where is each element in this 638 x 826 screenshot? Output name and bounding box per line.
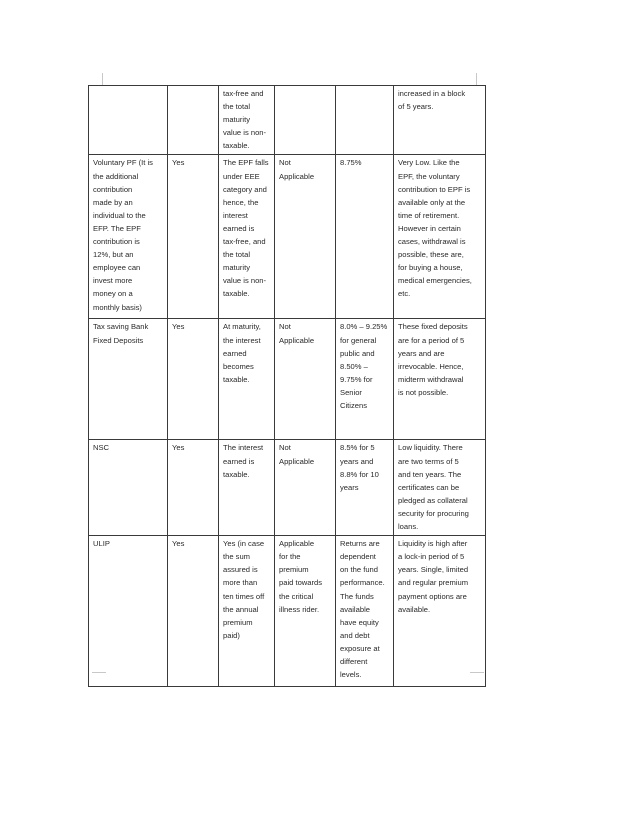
cell-eligible: Yes [168,319,219,440]
cell-returns: 8.5% for 5 years and 8.8% for 10 years [336,440,394,536]
cell-returns: 8.75% [336,155,394,319]
cell-instrument: Tax saving Bank Fixed Deposits [89,319,168,440]
table-row-nsc [89,440,486,536]
cell-tax-on-maturity: Yes (in case the sum assured is more than ten times off the annual premium paid) [219,536,275,687]
cell-tax-on-maturity: tax-free and the total maturity value is non- taxable. [219,86,275,155]
crop-mark-top-right [476,73,477,85]
cell-liquidity: These fixed deposits are for a period of 5 years and are irrevocable. Hence, midterm withdrawal is not possible. [394,319,486,440]
cell-returns: Returns are dependent on the fund performance. The funds available have equity and debt exposure at different levels. [336,536,394,687]
cell-eligible: Yes [168,155,219,319]
cell-tax-on-maturity: The EPF falls under EEE category and hence, the interest earned is tax-free, and the total maturity value is non- taxable. [219,155,275,319]
cell-rider: Not Applicable [275,155,336,319]
cell-eligible: Yes [168,536,219,687]
cell-rider: Not Applicable [275,440,336,536]
cell-instrument: ULIP [89,536,168,687]
cell-eligible: Yes [168,440,219,536]
tax-saving-investments-table [88,85,486,687]
cell-returns: 8.0% – 9.25% for general public and 8.50% – 9.75% for Senior Citizens [336,319,394,440]
cell-liquidity: increased in a block of 5 years. [394,86,486,155]
crop-mark-top-left [102,73,103,85]
table-row-voluntary-pf [89,155,486,319]
table-row-ulip [89,536,486,687]
table-row-tax-saving-fd [89,319,486,440]
cell-eligible [168,86,219,155]
cell-rider [275,86,336,155]
cell-rider: Not Applicable [275,319,336,440]
cell-liquidity: Low liquidity. There are two terms of 5 and ten years. The certificates can be pledged as collateral security for procuring loans. [394,440,486,536]
cell-instrument [89,86,168,155]
cell-tax-on-maturity: At maturity, the interest earned becomes taxable. [219,319,275,440]
cell-liquidity: Very Low. Like the EPF, the voluntary contribution to EPF is available only at the time of retirement. However in certain cases, withdrawal is possible, these are, for buying a house, medical emergencies, etc. [394,155,486,319]
cell-returns [336,86,394,155]
table-row-continued [89,86,486,155]
cell-rider: Applicable for the premium paid towards the critical illness rider. [275,536,336,687]
cell-instrument: NSC [89,440,168,536]
cell-liquidity: Liquidity is high after a lock-in period of 5 years. Single, limited and regular premium payment options are available. [394,536,486,687]
cell-tax-on-maturity: The interest earned is taxable. [219,440,275,536]
cell-instrument: Voluntary PF (It is the additional contribution made by an individual to the EFP. The EPF contribution is 12%, but an employee can invest more money on a monthly basis) [89,155,168,319]
